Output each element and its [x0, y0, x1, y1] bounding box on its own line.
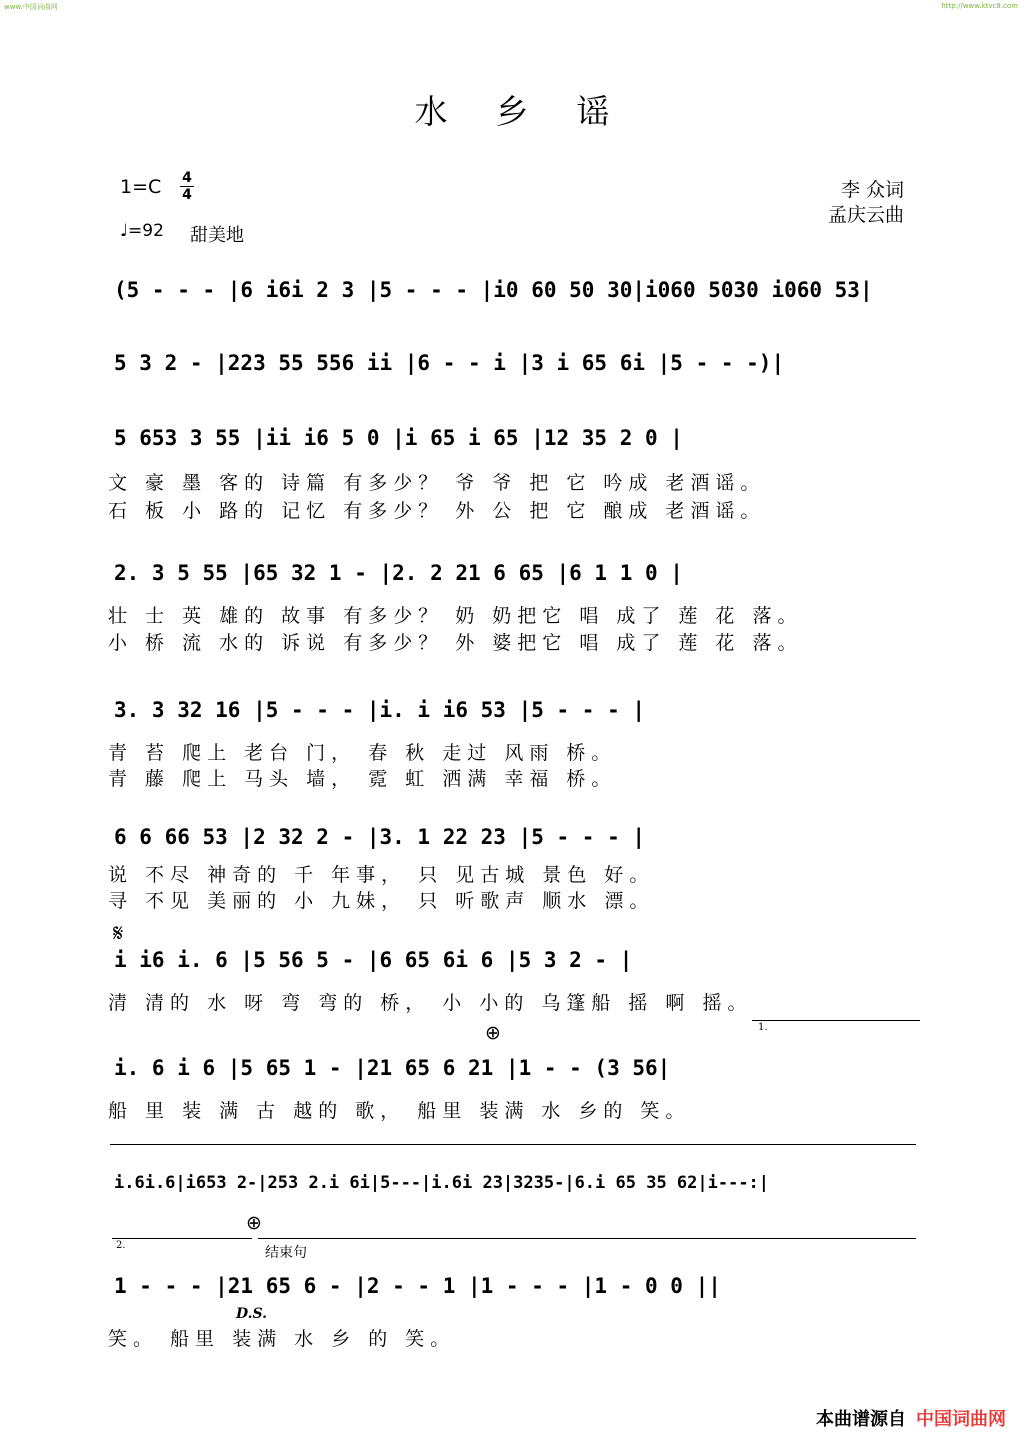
time-signature	[180, 170, 194, 203]
time-sig-top: 4	[182, 170, 192, 186]
coda-sign-2: ⊕	[246, 1212, 262, 1234]
ending-2-bracket	[112, 1238, 252, 1239]
score-line-9	[114, 1165, 922, 1205]
ds-marking: D.S.	[236, 1306, 268, 1322]
score-line-6	[114, 817, 922, 857]
lyric-line-3a: 文 豪 墨 客的 诗篇 有多少？ 爷 爷 把 它 吟成 老酒谣。	[108, 472, 766, 494]
notes-line-4: 2. 3 5 55 |65 32 1 - |2. 2 21 6 65 |6 1 1 0 |	[114, 561, 683, 585]
section-separator	[110, 1144, 916, 1145]
credits	[828, 178, 904, 228]
end-phrase-bracket	[258, 1238, 916, 1239]
notes-line-1: (5 - - - |6 i6i 2 3 |5 - - - |i0 60 50 30|i060 5030 i060 53|	[114, 278, 873, 302]
lyricist: 李 众词	[840, 179, 904, 201]
expression-marking: 甜美地	[190, 225, 244, 246]
lyric-line-4b: 小 桥 流 水的 诉说 有多少？ 外 婆把它 唱 成了 莲 花 落。	[108, 632, 803, 654]
site-watermark-right: http://www.ktvc8.com	[941, 2, 1018, 10]
ending-1-bracket	[752, 1020, 920, 1021]
ending-2-label: 2.	[116, 1240, 126, 1251]
segno-sign: 𝄋	[113, 919, 124, 947]
time-sig-bottom: 4	[180, 186, 194, 203]
lyric-line-3b: 石 板 小 路的 记忆 有多少？ 外 公 把 它 酿成 老酒谣。	[108, 500, 766, 522]
lyric-line-10a: 笑。 船里 装满 水 乡 的 笑。	[108, 1328, 456, 1350]
notes-line-7: i i6 i. 6 |5 56 5 - |6 65 6i 6 |5 3 2 - |	[114, 948, 633, 972]
coda-sign-1: ⊕	[485, 1022, 501, 1044]
lyric-line-4a: 壮 士 英 雄的 故事 有多少？ 奶 奶把它 唱 成了 莲 花 落。	[108, 605, 803, 627]
notes-line-3: 5 653 3 55 |ii i6 5 0 |i 65 i 65 |12 35 2 0 |	[114, 426, 683, 450]
notes-line-2: 5 3 2 - |223 55 556 ii |6 - - i |3 i 65 6i |5 - - -)|	[114, 351, 785, 375]
composer: 孟庆云曲	[827, 204, 904, 226]
lyric-line-7a: 清 清的 水 呀 弯 弯的 桥， 小 小的 乌篷船 摇 啊 摇。	[108, 992, 753, 1014]
notes-line-9: i.6i.6|i653 2-|253 2.i 6i|5---|i.6i 23|3235-|6.i 65 35 62|i---:|	[114, 1173, 770, 1193]
score-line-4	[114, 553, 922, 593]
lyric-line-8a: 船 里 装 满 古 越的 歌， 船里 装满 水 乡的 笑。	[108, 1100, 691, 1122]
lyric-line-6a: 说 不尽 神奇的 千 年事， 只 见古城 景色 好。	[108, 864, 655, 886]
key-signature: 1=C	[120, 176, 162, 198]
score-line-3	[114, 418, 922, 458]
score-line-5	[114, 690, 922, 730]
score-line-2	[114, 343, 922, 383]
footer-source-site[interactable]: 中国词曲网	[916, 1409, 1006, 1430]
notes-line-6: 6 6 66 53 |2 32 2 - |3. 1 22 23 |5 - - - |	[114, 825, 646, 849]
footer-source-label: 本曲谱源自	[816, 1409, 906, 1430]
song-title: 水乡谣	[414, 92, 658, 131]
lyric-line-6b: 寻 不见 美丽的 小 九妹， 只 听歌声 顺水 漂。	[108, 890, 655, 912]
lyric-line-5b: 青 藤 爬上 马头 墙， 霓 虹 洒满 幸福 桥。	[108, 768, 617, 790]
notes-line-8: i. 6 i 6 |5 65 1 - |21 65 6 21 |1 - - (3 56|	[114, 1056, 671, 1080]
tempo-marking: ♩=92	[120, 221, 164, 241]
score-line-8	[114, 1048, 922, 1088]
score-line-7	[114, 940, 922, 980]
score-line-1	[114, 270, 922, 310]
notes-line-5: 3. 3 32 16 |5 - - - |i. i i6 53 |5 - - - |	[114, 698, 646, 722]
notes-line-10: 1 - - - |21 65 6 - |2 - - 1 |1 - - - |1 - 0 0 ||	[114, 1274, 721, 1298]
score-line-10	[114, 1266, 922, 1306]
site-watermark-left: www.中国词曲网	[4, 3, 58, 11]
end-phrase-label: 结束句	[265, 1245, 307, 1261]
ending-1-label: 1.	[758, 1022, 768, 1033]
lyric-line-5a: 青 苔 爬上 老台 门， 春 秋 走过 风雨 桥。	[108, 742, 617, 764]
